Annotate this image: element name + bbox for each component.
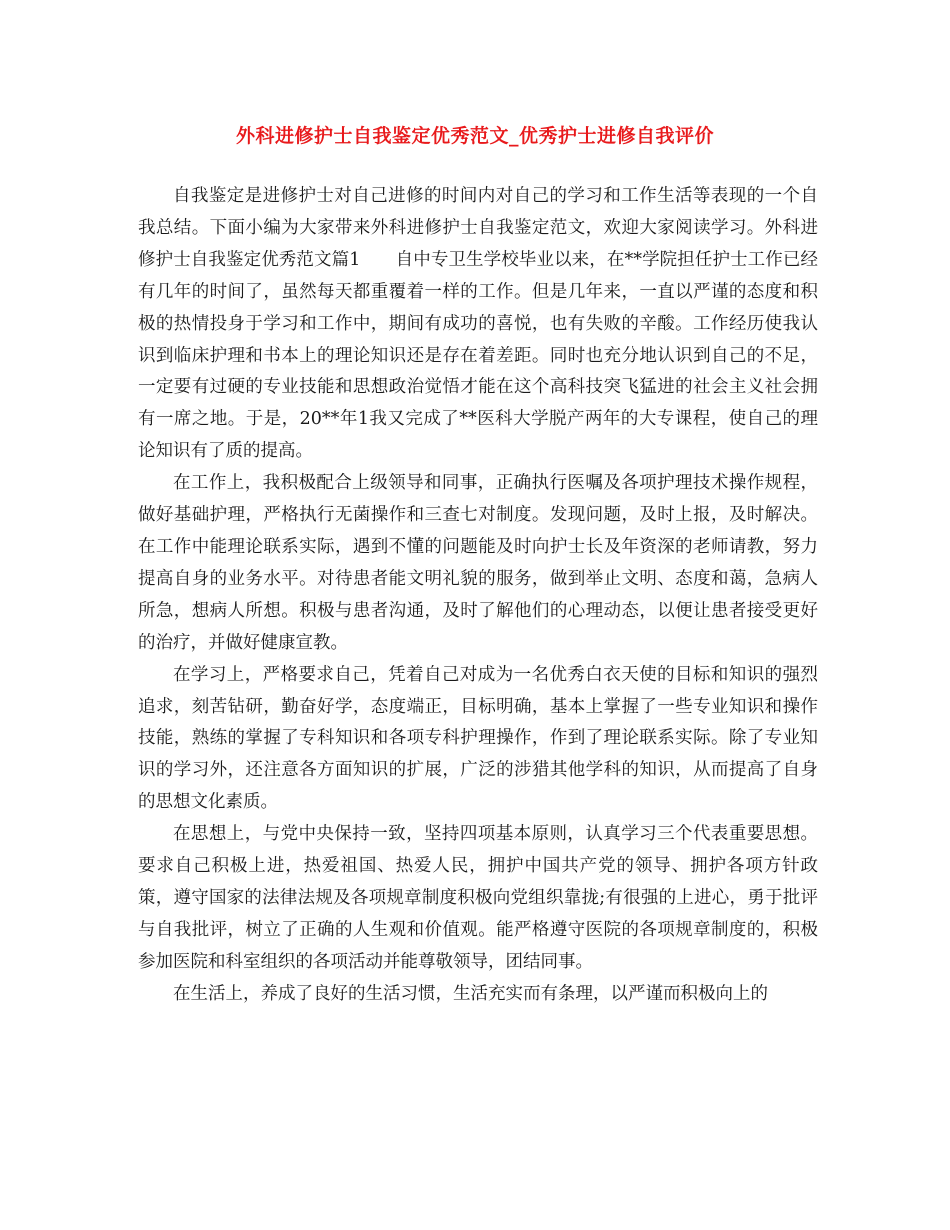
document-title: 外科进修护士自我鉴定优秀范文_优秀护士进修自我评价 — [235, 125, 714, 147]
paragraph-2: 在工作上，我积极配合上级领导和同事，正确执行医嘱及各项护理技术操作规程，做好基础护理，严格执行无菌操作和三查七对制度。发现问题，及时上报，及时解决。在工作中能理论联系实际，遇到不懂的问题能及时向护士长及年资深的老师请教，努力提高自身的业务水平。对待患者能文明礼貌的服务，做到举止文明、态度和蔼，急病人所急，想病人所想。积极与患者沟通，及时了解他们的心理动态，以便让患者接受更好的治疗，并做好健康宣教。 — [138, 473, 818, 653]
paragraph-4: 在思想上，与党中央保持一致，坚持四项基本原则，认真学习三个代表重要思想。要求自己积极上进，热爱祖国、热爱人民，拥护中国共产党的领导、拥护各项方针政策，遵守国家的法律法规及各项规章制度积极向党组织靠拢;有很强的上进心，勇于批评与自我批评，树立了正确的人生观和价值观。能严格遵守医院的各项规章制度的，积极参加医院和科室组织的各项活动并能尊敬领导，团结同事。 — [138, 824, 818, 972]
paragraph-1: 自我鉴定是进修护士对自己进修的时间内对自己的学习和工作生活等表现的一个自我总结。下面小编为大家带来外科进修护士自我鉴定范文，欢迎大家阅读学习。外科进修护士自我鉴定优秀范文篇1 自中专卫生学校毕业以来，在**学院担任护士工作已经有几年的时间了，虽然每天都重覆着一样的工作。但是几年来，一直以严谨的态度和积极的热情投身于学习和工作中，期间有成功的喜悦，也有失败的辛酸。工作经历使我认识到临床护理和书本上的理论知识还是存在着差距。同时也充分地认识到自己的不足，一定要有过硬的专业技能和思想政治觉悟才能在这个高科技突飞猛进的社会主义社会拥有一席之地。于是，20**年1我又完成了**医科大学脱产两年的大专课程，使自己的理论知识有了质的提高。 — [138, 186, 818, 462]
paragraph-3: 在学习上，严格要求自己，凭着自己对成为一名优秀白衣天使的目标和知识的强烈追求，刻苦钻研，勤奋好学，态度端正，目标明确，基本上掌握了一些专业知识和操作技能，熟练的掌握了专科知识和各项专科护理操作，作到了理论联系实际。除了专业知识的学习外，还注意各方面知识的扩展，广泛的涉猎其他学科的知识，从而提高了自身的思想文化素质。 — [138, 664, 818, 813]
document-body — [138, 181, 818, 1011]
paragraph-5: 在生活上，养成了良好的生活习惯，生活充实而有条理，以严谨而积极向上的 — [173, 983, 768, 1004]
